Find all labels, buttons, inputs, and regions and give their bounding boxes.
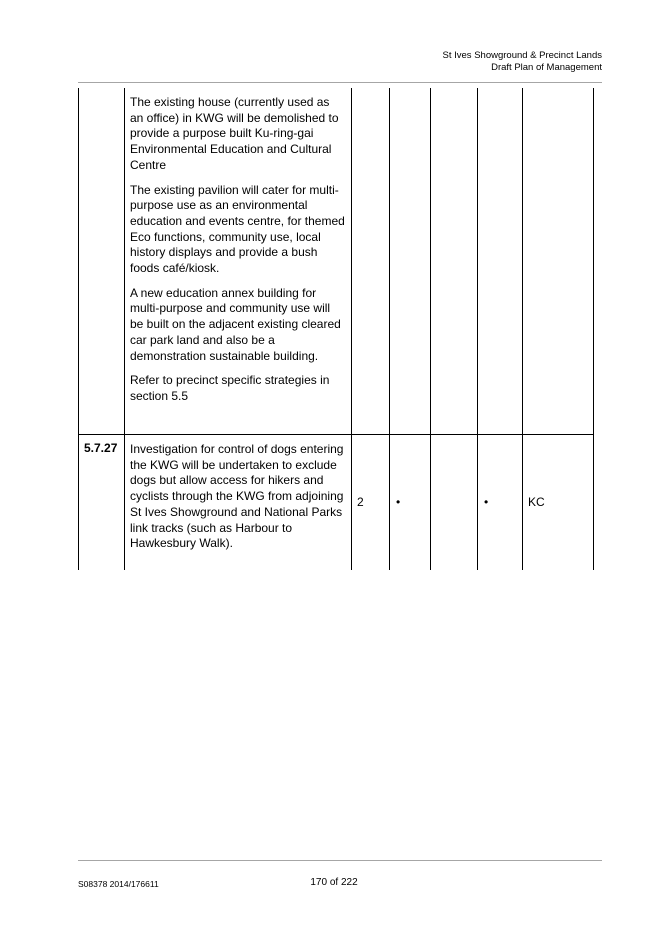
header-divider — [78, 82, 602, 83]
responsibility-cell — [523, 88, 594, 435]
column-4-cell: • — [390, 435, 431, 571]
strategy-table — [78, 88, 594, 570]
page-header — [443, 50, 602, 74]
column-5-cell — [431, 435, 478, 571]
description-paragraph: A new education annex building for multi-purpose and community use will be built on the adjacent existing cleared car park land and also be a demonstration sustainable building. — [130, 285, 341, 363]
description-paragraph: Refer to precinct specific strategies in section 5.5 — [130, 373, 330, 403]
column-4-cell — [390, 88, 431, 435]
header-subtitle: Draft Plan of Management — [491, 62, 602, 73]
strategy-ref: 5.7.27 — [79, 435, 125, 571]
strategy-description — [125, 88, 352, 435]
priority-cell: 2 — [352, 435, 390, 571]
table-row — [79, 88, 594, 435]
responsibility-cell: KC — [523, 435, 594, 571]
column-6-cell: • — [478, 435, 523, 571]
page-number: 170 of 222 — [310, 877, 358, 888]
description-paragraph: The existing pavilion will cater for multi-purpose use as an environmental education and events centre, for themed Eco functions, community use, local history displays and provide a bush foods café/kiosk. — [130, 182, 345, 276]
footer-divider — [78, 860, 602, 861]
priority-cell — [352, 88, 390, 435]
column-5-cell — [431, 88, 478, 435]
table-row — [79, 435, 594, 571]
column-6-cell — [478, 88, 523, 435]
document-reference: S08378 2014/176611 — [78, 879, 159, 889]
description-paragraph: The existing house (currently used as an office) in KWG will be demolished to provide a purpose built Ku-ring-gai Environmental Education and Cultural Centre — [130, 95, 339, 172]
strategy-ref — [79, 88, 125, 435]
header-title: St Ives Showground & Precinct Lands — [442, 50, 602, 61]
strategy-description: Investigation for control of dogs entering the KWG will be undertaken to exclude dogs but allow access for hikers and cyclists through the KWG from adjoining St Ives Showground and National Parks link tracks (such as Harbour to Hawkesbury Walk). — [125, 435, 352, 571]
